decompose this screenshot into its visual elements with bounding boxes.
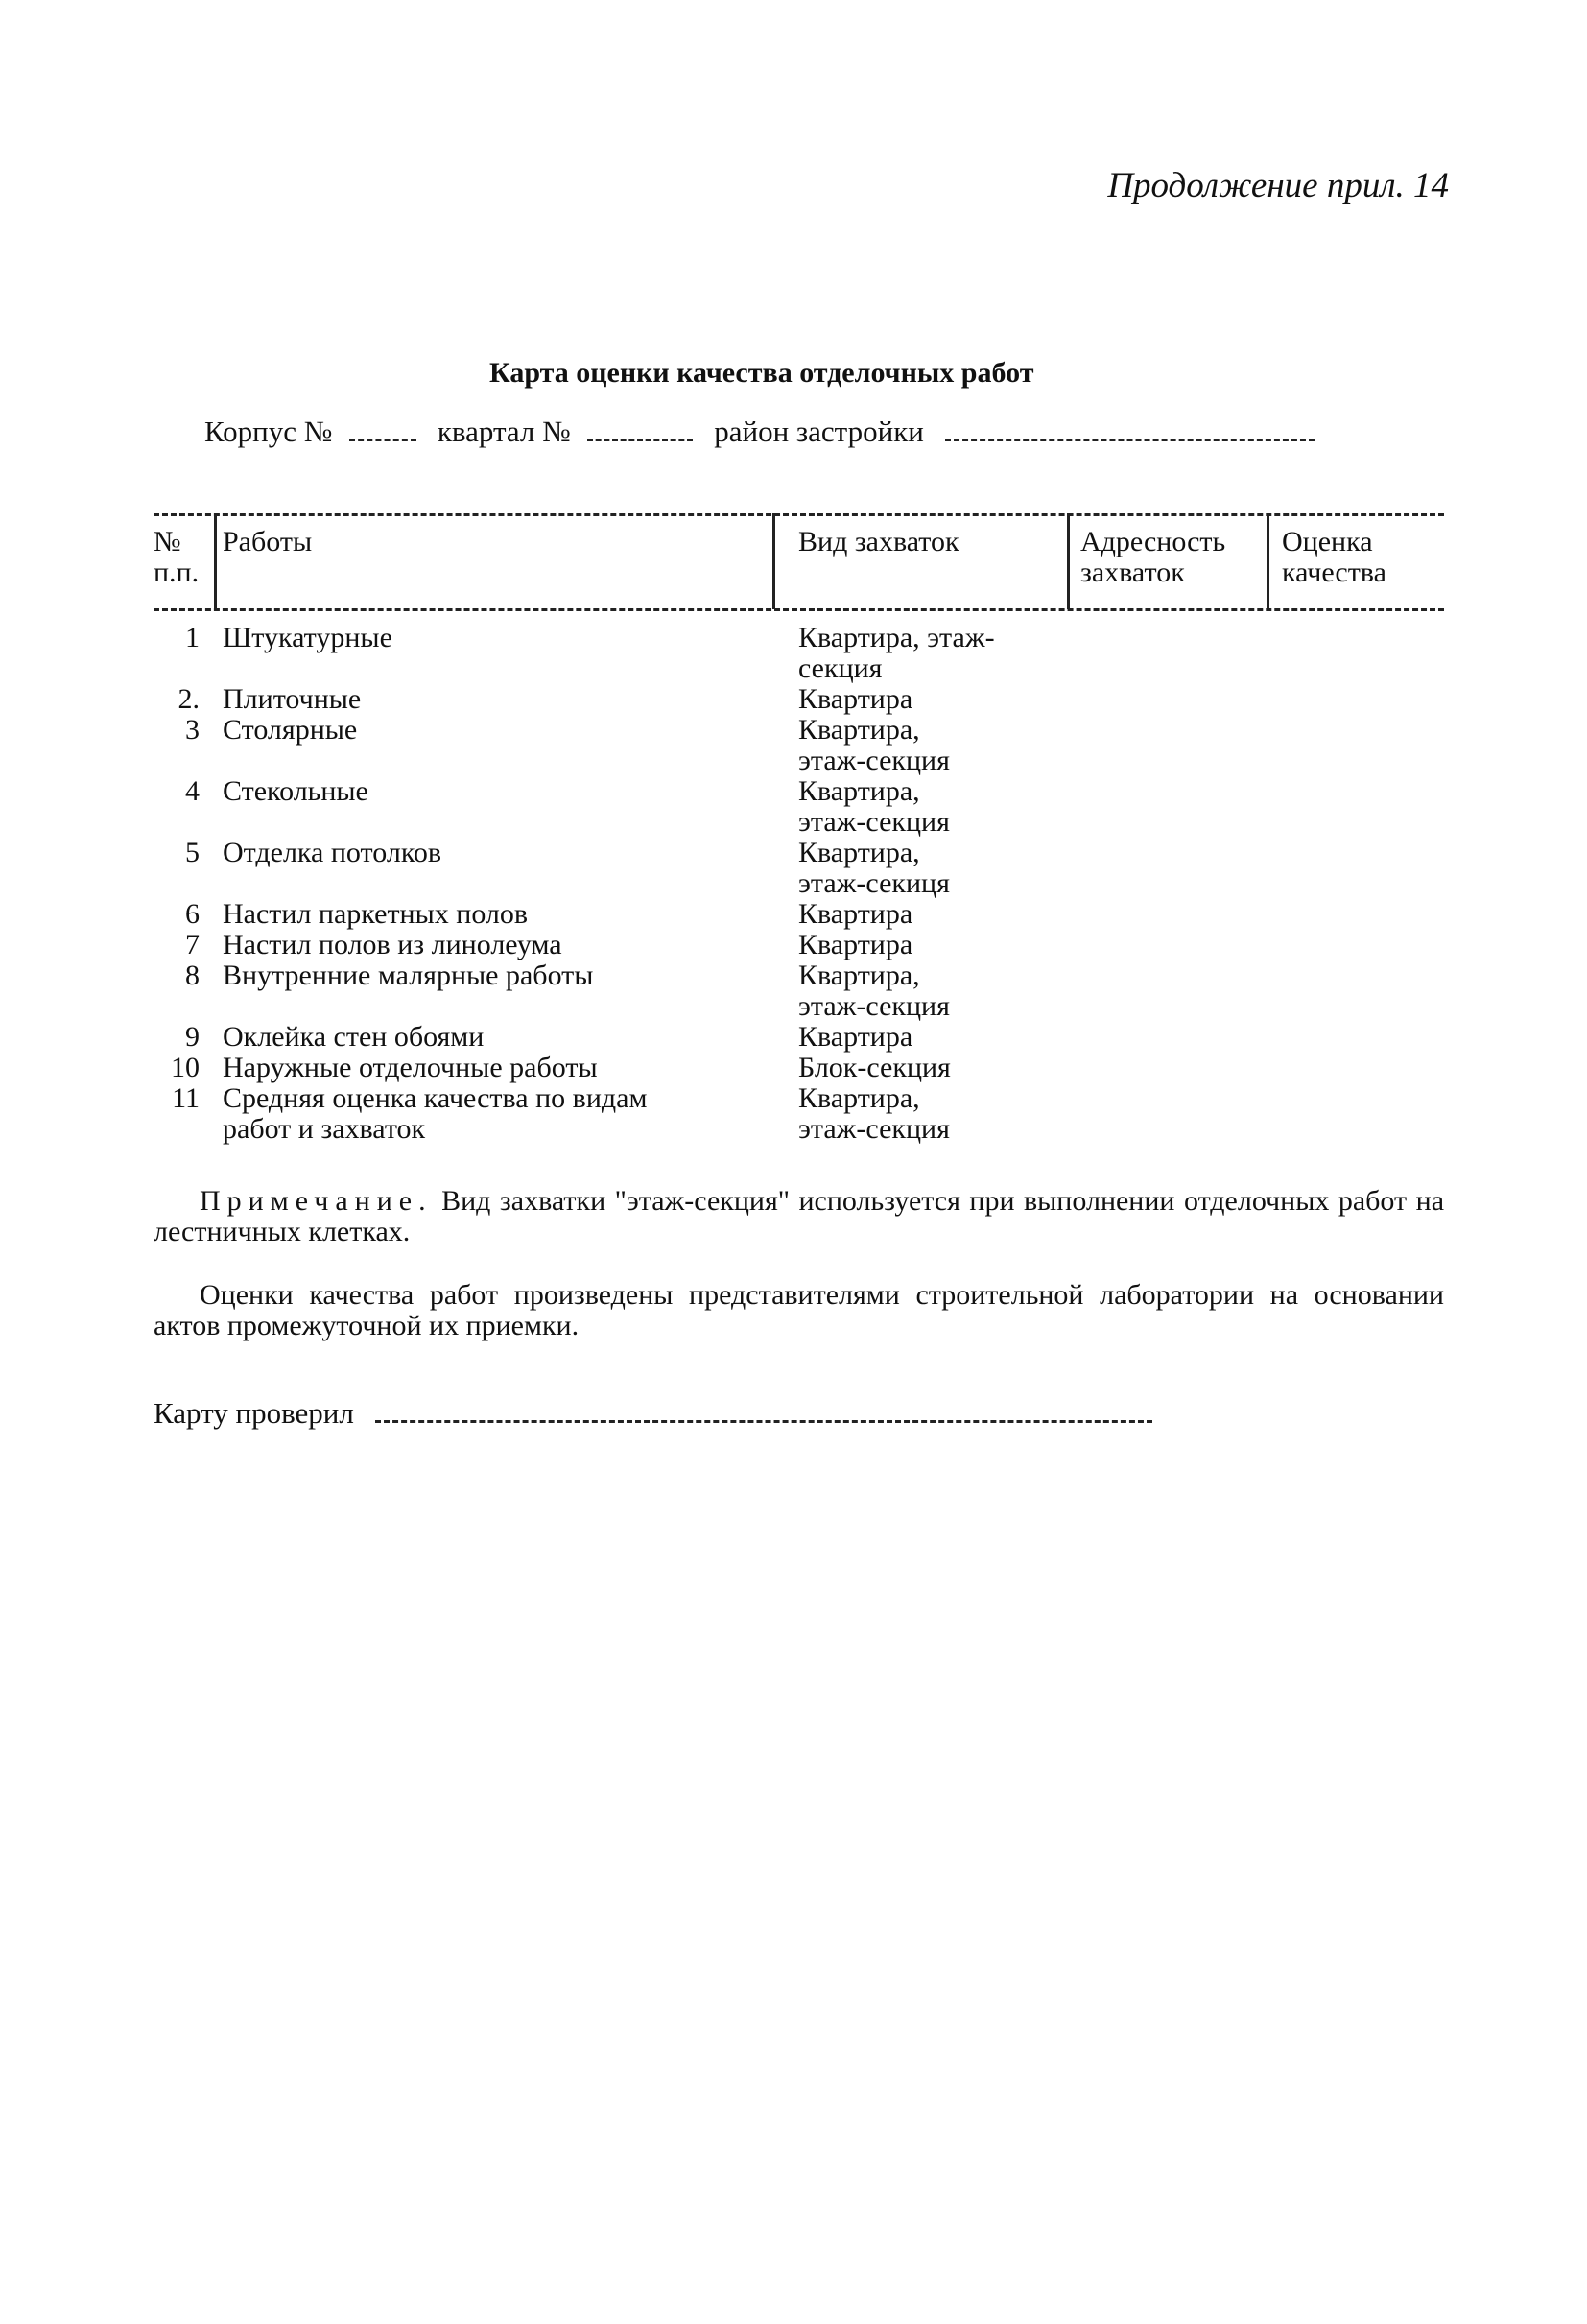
row-capture: Квартира, этаж-секция — [798, 1082, 950, 1145]
row-capture: Квартира — [798, 898, 913, 930]
col-separator — [1267, 513, 1269, 609]
row-number: 9 — [185, 1021, 200, 1053]
col-separator — [1067, 513, 1070, 609]
row-capture: Квартира, этаж-секиця — [798, 837, 950, 899]
quality-statement-paragraph: Оценки качества работ произведены представителями строительной лаборатории на основании актов промежуточной их приемки. — [154, 1279, 1444, 1341]
row-work: Стекольные — [223, 775, 368, 807]
page-header-continuation: Продолжение прил. 14 — [1107, 166, 1449, 205]
row-capture: Квартира, этаж-секция — [798, 775, 950, 838]
row-work: Настил полов из линолеума — [223, 929, 562, 960]
row-work: Наружные отделочные работы — [223, 1052, 598, 1083]
col-header-quality: Оценка качества — [1282, 526, 1386, 588]
document-title: Карта оценки качества отделочных работ — [489, 357, 1034, 389]
district-blank[interactable] — [945, 415, 1315, 441]
row-work: Плиточные — [223, 683, 362, 715]
row-work: Настил паркетных полов — [223, 898, 529, 930]
row-capture: Квартира — [798, 683, 913, 715]
row-work: Столярные — [223, 714, 358, 746]
form-header-line — [204, 415, 1315, 449]
col-header-works: Работы — [223, 526, 313, 557]
col-header-number: № п.п. — [154, 526, 200, 588]
quality-table — [154, 513, 1444, 1185]
row-number: 11 — [172, 1082, 200, 1114]
building-number-blank[interactable] — [349, 415, 416, 441]
row-capture: Квартира, этаж-секция — [798, 714, 950, 776]
row-capture: Квартира — [798, 929, 913, 960]
district-label: район застройки — [714, 415, 924, 448]
row-number: 4 — [185, 775, 200, 807]
row-number: 2. — [178, 683, 200, 715]
row-work: Средняя оценка качества по видам работ и захваток — [223, 1082, 648, 1145]
col-separator — [214, 513, 217, 609]
row-number: 5 — [185, 837, 200, 868]
table-top-rule — [154, 513, 1444, 516]
note-label: Примечание. — [200, 1185, 433, 1217]
row-work: Внутренние малярные работы — [223, 960, 594, 991]
note-text: Вид захватки "этаж-секция" используется при выполнении отделочных работ на лестничных клетках. — [154, 1185, 1445, 1247]
col-header-capture-type: Вид захваток — [798, 526, 959, 557]
block-label: квартал № — [437, 415, 571, 448]
signature-blank[interactable] — [375, 1396, 1152, 1423]
col-header-capture-address: Адресность захваток — [1080, 526, 1226, 588]
signature-label: Карту проверил — [154, 1396, 354, 1430]
row-number: 7 — [185, 929, 200, 960]
row-capture: Квартира, этаж-секция — [798, 960, 950, 1022]
row-number: 1 — [185, 622, 200, 653]
row-work: Отделка потолков — [223, 837, 442, 868]
col-separator — [772, 513, 775, 609]
signature-line — [154, 1396, 1152, 1431]
note-paragraph — [154, 1186, 1444, 1247]
block-number-blank[interactable] — [587, 415, 693, 441]
row-number: 6 — [185, 898, 200, 930]
building-label: Корпус № — [204, 415, 333, 448]
table-header-bottom-rule — [154, 608, 1444, 611]
row-number: 3 — [185, 714, 200, 746]
row-capture: Квартира, этаж- секция — [798, 622, 995, 684]
row-number: 10 — [171, 1052, 200, 1083]
row-capture: Блок-секция — [798, 1052, 951, 1083]
row-number: 8 — [185, 960, 200, 991]
row-capture: Квартира — [798, 1021, 913, 1053]
row-work: Штукатурные — [223, 622, 392, 653]
row-work: Оклейка стен обоями — [223, 1021, 485, 1053]
